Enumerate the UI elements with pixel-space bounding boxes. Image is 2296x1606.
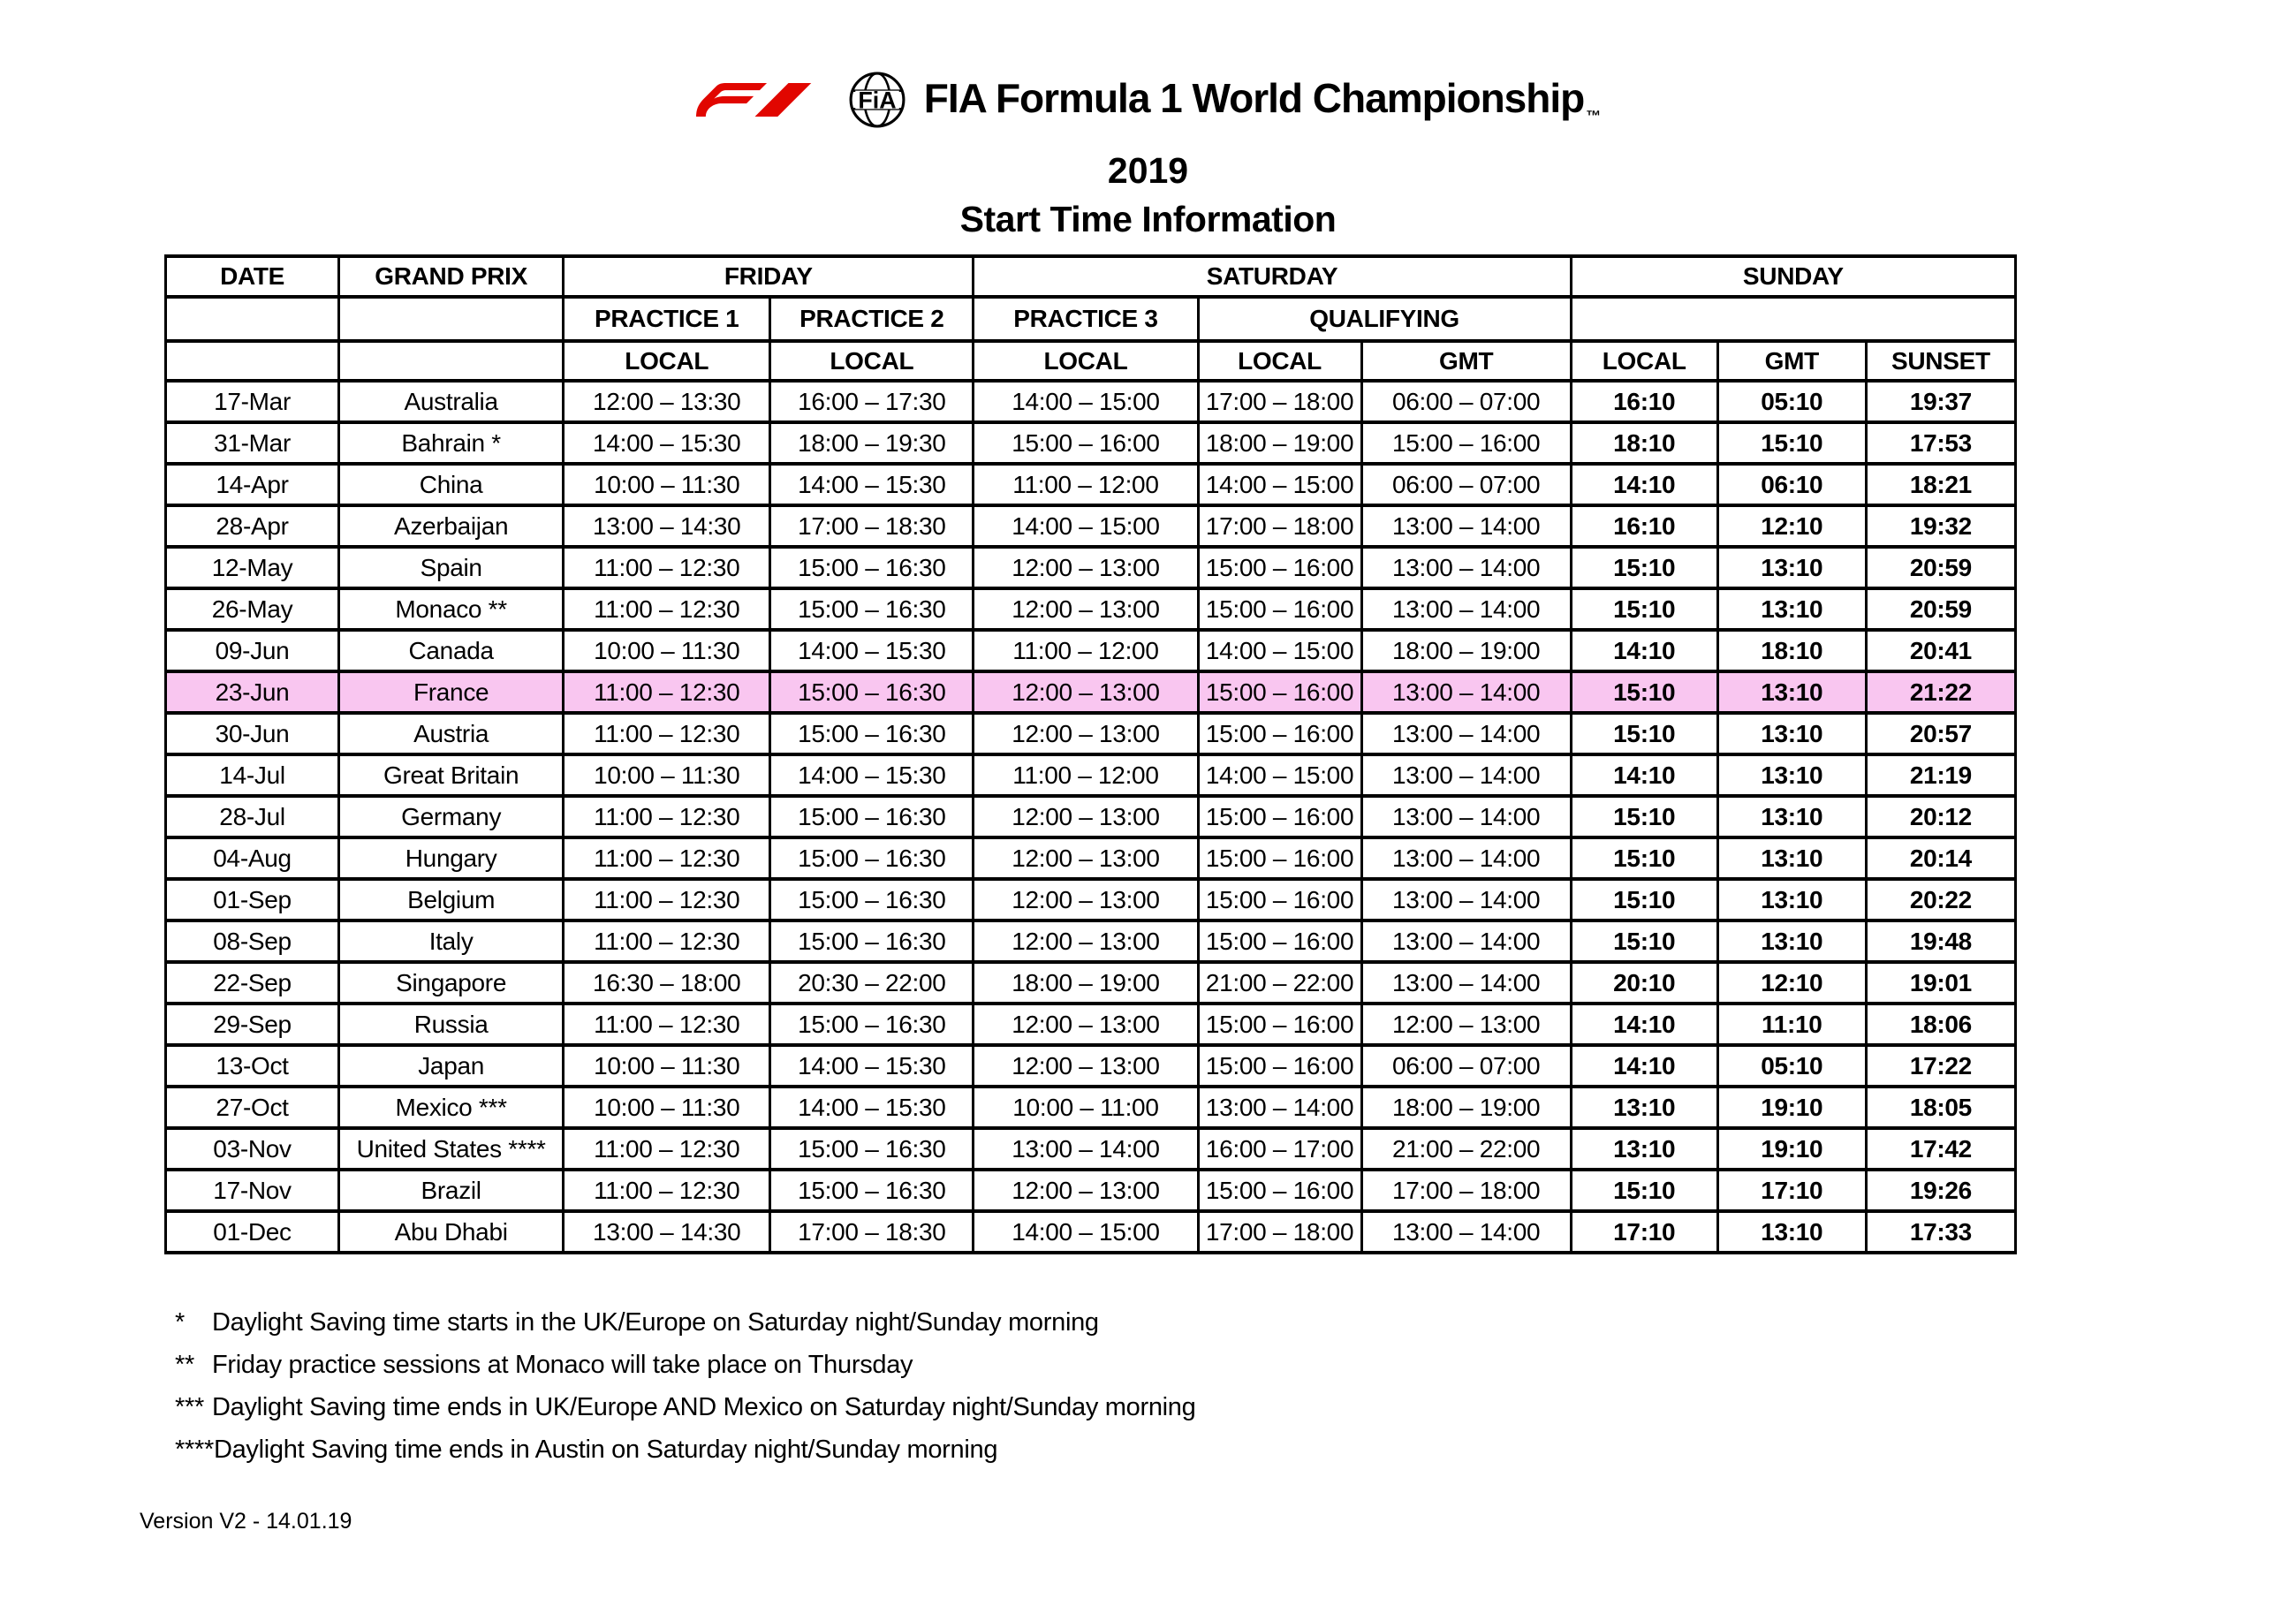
- trademark-symbol: ™: [1586, 108, 1601, 125]
- cell-race-date: 30-Jun: [166, 713, 339, 754]
- header-row-days: [166, 256, 2016, 297]
- cell-practice1-local: 13:00 – 14:30: [564, 505, 770, 547]
- cell-race-date: 04-Aug: [166, 837, 339, 879]
- footnotes: [175, 1309, 2296, 1463]
- cell-grand-prix-name: China: [339, 464, 564, 505]
- cell-sunset: 18:21: [1866, 464, 2015, 505]
- race-row: [166, 1170, 2016, 1211]
- brand-title-text: FIA Formula 1 World Championship: [923, 74, 1585, 121]
- cell-practice1-local: 14:00 – 15:30: [564, 422, 770, 464]
- cell-grand-prix-name: Brazil: [339, 1170, 564, 1211]
- col-header-saturday: SATURDAY: [974, 256, 1571, 297]
- cell-sunset: 17:33: [1866, 1211, 2015, 1253]
- cell-race-gmt: 17:10: [1717, 1170, 1866, 1211]
- cell-qualifying-local: 14:00 – 15:00: [1198, 754, 1361, 796]
- cell-sunset: 21:19: [1866, 754, 2015, 796]
- cell-grand-prix-name: Austria: [339, 713, 564, 754]
- cell-qualifying-gmt: 13:00 – 14:00: [1361, 1211, 1571, 1253]
- cell-race-gmt: 13:10: [1717, 588, 1866, 630]
- cell-qualifying-gmt: 13:00 – 14:00: [1361, 754, 1571, 796]
- cell-qualifying-local: 15:00 – 16:00: [1198, 920, 1361, 962]
- cell-practice1-local: 10:00 – 11:30: [564, 630, 770, 671]
- footnote-marker: ****: [175, 1436, 214, 1464]
- cell-sunset: 21:22: [1866, 671, 2015, 713]
- race-row: [166, 588, 2016, 630]
- col-header-sunset: SUNSET: [1866, 341, 2015, 381]
- cell-practice3-local: 12:00 – 13:00: [974, 796, 1198, 837]
- cell-qualifying-local: 17:00 – 18:00: [1198, 1211, 1361, 1253]
- footnote: [175, 1436, 2296, 1463]
- empty-cell: [166, 341, 339, 381]
- race-row: [166, 1211, 2016, 1253]
- cell-race-gmt: 05:10: [1717, 1045, 1866, 1087]
- cell-practice2-local: 15:00 – 16:30: [770, 920, 974, 962]
- cell-practice2-local: 15:00 – 16:30: [770, 1128, 974, 1170]
- cell-sunset: 19:01: [1866, 962, 2015, 1004]
- race-row: [166, 837, 2016, 879]
- cell-practice2-local: 15:00 – 16:30: [770, 837, 974, 879]
- cell-race-local: 17:10: [1571, 1211, 1717, 1253]
- col-header-race-local: LOCAL: [1571, 341, 1717, 381]
- cell-race-local: 15:10: [1571, 588, 1717, 630]
- cell-qualifying-gmt: 13:00 – 14:00: [1361, 505, 1571, 547]
- cell-qualifying-gmt: 13:00 – 14:00: [1361, 547, 1571, 588]
- cell-practice2-local: 17:00 – 18:30: [770, 505, 974, 547]
- cell-sunset: 20:59: [1866, 588, 2015, 630]
- cell-sunset: 20:14: [1866, 837, 2015, 879]
- cell-practice3-local: 12:00 – 13:00: [974, 671, 1198, 713]
- fia-logo-icon: [848, 71, 906, 129]
- cell-race-local: 16:10: [1571, 505, 1717, 547]
- cell-race-local: 15:10: [1571, 1170, 1717, 1211]
- cell-practice2-local: 15:00 – 16:30: [770, 547, 974, 588]
- race-row: [166, 713, 2016, 754]
- race-row: [166, 754, 2016, 796]
- cell-sunset: 19:48: [1866, 920, 2015, 962]
- cell-practice2-local: 16:00 – 17:30: [770, 381, 974, 422]
- empty-cell: [339, 297, 564, 341]
- cell-race-local: 16:10: [1571, 381, 1717, 422]
- cell-practice2-local: 15:00 – 16:30: [770, 671, 974, 713]
- cell-sunset: 17:42: [1866, 1128, 2015, 1170]
- cell-grand-prix-name: Australia: [339, 381, 564, 422]
- cell-race-local: 14:10: [1571, 1004, 1717, 1045]
- cell-grand-prix-name: Japan: [339, 1045, 564, 1087]
- col-header-practice3: PRACTICE 3: [974, 297, 1198, 341]
- footnote-text: Friday practice sessions at Monaco will take place on Thursday: [212, 1351, 913, 1379]
- col-header-grand-prix: GRAND PRIX: [339, 256, 564, 297]
- cell-qualifying-gmt: 21:00 – 22:00: [1361, 1128, 1571, 1170]
- cell-race-gmt: 13:10: [1717, 671, 1866, 713]
- cell-race-date: 03-Nov: [166, 1128, 339, 1170]
- cell-practice1-local: 10:00 – 11:30: [564, 1045, 770, 1087]
- cell-race-date: 31-Mar: [166, 422, 339, 464]
- cell-race-date: 28-Apr: [166, 505, 339, 547]
- cell-practice1-local: 11:00 – 12:30: [564, 1004, 770, 1045]
- cell-race-date: 27-Oct: [166, 1087, 339, 1128]
- cell-race-local: 15:10: [1571, 920, 1717, 962]
- cell-qualifying-local: 15:00 – 16:00: [1198, 796, 1361, 837]
- cell-qualifying-local: 14:00 – 15:00: [1198, 464, 1361, 505]
- page-title-year: 2019: [1107, 150, 1189, 191]
- col-header-p3-local: LOCAL: [974, 341, 1198, 381]
- cell-practice1-local: 11:00 – 12:30: [564, 920, 770, 962]
- cell-race-local: 15:10: [1571, 796, 1717, 837]
- cell-grand-prix-name: Spain: [339, 547, 564, 588]
- race-row: [166, 547, 2016, 588]
- footnote-marker: **: [175, 1351, 194, 1379]
- cell-sunset: 20:12: [1866, 796, 2015, 837]
- cell-practice3-local: 15:00 – 16:00: [974, 422, 1198, 464]
- cell-sunset: 18:05: [1866, 1087, 2015, 1128]
- cell-practice2-local: 15:00 – 16:30: [770, 879, 974, 920]
- cell-practice1-local: 11:00 – 12:30: [564, 713, 770, 754]
- cell-qualifying-gmt: 15:00 – 16:00: [1361, 422, 1571, 464]
- footnote: [175, 1309, 2296, 1336]
- cell-practice2-local: 18:00 – 19:30: [770, 422, 974, 464]
- cell-practice3-local: 13:00 – 14:00: [974, 1128, 1198, 1170]
- cell-qualifying-local: 15:00 – 16:00: [1198, 1045, 1361, 1087]
- cell-race-date: 01-Sep: [166, 879, 339, 920]
- race-row: [166, 671, 2016, 713]
- cell-race-date: 28-Jul: [166, 796, 339, 837]
- cell-grand-prix-name: Canada: [339, 630, 564, 671]
- cell-grand-prix-name: Abu Dhabi: [339, 1211, 564, 1253]
- cell-qualifying-gmt: 18:00 – 19:00: [1361, 1087, 1571, 1128]
- cell-grand-prix-name: France: [339, 671, 564, 713]
- cell-grand-prix-name: Monaco **: [339, 588, 564, 630]
- footnote: [175, 1352, 2296, 1378]
- cell-grand-prix-name: Germany: [339, 796, 564, 837]
- cell-qualifying-local: 15:00 – 16:00: [1198, 837, 1361, 879]
- col-header-sunday: SUNDAY: [1571, 256, 2015, 297]
- cell-race-date: 23-Jun: [166, 671, 339, 713]
- cell-practice3-local: 11:00 – 12:00: [974, 630, 1198, 671]
- cell-race-date: 01-Dec: [166, 1211, 339, 1253]
- cell-practice1-local: 11:00 – 12:30: [564, 671, 770, 713]
- cell-race-local: 15:10: [1571, 671, 1717, 713]
- cell-race-date: 17-Nov: [166, 1170, 339, 1211]
- cell-practice3-local: 11:00 – 12:00: [974, 754, 1198, 796]
- cell-sunset: 18:06: [1866, 1004, 2015, 1045]
- cell-grand-prix-name: United States ****: [339, 1128, 564, 1170]
- cell-race-gmt: 06:10: [1717, 464, 1866, 505]
- svg-text:FiA: FiA: [858, 87, 897, 114]
- col-header-friday: FRIDAY: [564, 256, 974, 297]
- cell-qualifying-gmt: 17:00 – 18:00: [1361, 1170, 1571, 1211]
- brand-title: [924, 74, 1600, 125]
- race-row: [166, 381, 2016, 422]
- cell-grand-prix-name: Hungary: [339, 837, 564, 879]
- cell-race-local: 15:10: [1571, 837, 1717, 879]
- cell-practice2-local: 14:00 – 15:30: [770, 464, 974, 505]
- cell-race-gmt: 19:10: [1717, 1087, 1866, 1128]
- cell-practice1-local: 10:00 – 11:30: [564, 1087, 770, 1128]
- cell-qualifying-gmt: 13:00 – 14:00: [1361, 879, 1571, 920]
- cell-qualifying-local: 15:00 – 16:00: [1198, 1170, 1361, 1211]
- empty-cell: [1571, 297, 2015, 341]
- start-time-table: [164, 254, 2017, 1254]
- cell-race-date: 13-Oct: [166, 1045, 339, 1087]
- cell-race-date: 09-Jun: [166, 630, 339, 671]
- cell-qualifying-gmt: 12:00 – 13:00: [1361, 1004, 1571, 1045]
- cell-practice2-local: 15:00 – 16:30: [770, 1004, 974, 1045]
- cell-qualifying-gmt: 06:00 – 07:00: [1361, 1045, 1571, 1087]
- cell-qualifying-gmt: 13:00 – 14:00: [1361, 796, 1571, 837]
- cell-practice1-local: 16:30 – 18:00: [564, 962, 770, 1004]
- cell-race-gmt: 18:10: [1717, 630, 1866, 671]
- cell-practice1-local: 10:00 – 11:30: [564, 464, 770, 505]
- cell-practice1-local: 11:00 – 12:30: [564, 588, 770, 630]
- cell-grand-prix-name: Singapore: [339, 962, 564, 1004]
- cell-qualifying-local: 15:00 – 16:00: [1198, 588, 1361, 630]
- footnote-marker: *: [175, 1308, 185, 1337]
- cell-qualifying-local: 15:00 – 16:00: [1198, 713, 1361, 754]
- version-label: Version V2 - 14.01.19: [140, 1509, 352, 1534]
- cell-race-gmt: 13:10: [1717, 796, 1866, 837]
- cell-practice3-local: 11:00 – 12:00: [974, 464, 1198, 505]
- cell-sunset: 19:32: [1866, 505, 2015, 547]
- race-row: [166, 1004, 2016, 1045]
- cell-qualifying-local: 15:00 – 16:00: [1198, 547, 1361, 588]
- cell-practice1-local: 11:00 – 12:30: [564, 1128, 770, 1170]
- cell-race-local: 15:10: [1571, 879, 1717, 920]
- cell-practice1-local: 11:00 – 12:30: [564, 547, 770, 588]
- cell-qualifying-local: 17:00 – 18:00: [1198, 505, 1361, 547]
- cell-qualifying-local: 15:00 – 16:00: [1198, 879, 1361, 920]
- footnote-text: Daylight Saving time starts in the UK/Europe on Saturday night/Sunday morning: [212, 1308, 1099, 1337]
- cell-practice2-local: 14:00 – 15:30: [770, 1045, 974, 1087]
- race-row: [166, 630, 2016, 671]
- cell-race-local: 20:10: [1571, 962, 1717, 1004]
- cell-race-gmt: 05:10: [1717, 381, 1866, 422]
- cell-race-local: 15:10: [1571, 713, 1717, 754]
- cell-race-gmt: 13:10: [1717, 713, 1866, 754]
- cell-qualifying-gmt: 13:00 – 14:00: [1361, 837, 1571, 879]
- cell-practice2-local: 15:00 – 16:30: [770, 796, 974, 837]
- cell-practice3-local: 12:00 – 13:00: [974, 1170, 1198, 1211]
- cell-race-gmt: 15:10: [1717, 422, 1866, 464]
- cell-race-date: 22-Sep: [166, 962, 339, 1004]
- cell-practice2-local: 15:00 – 16:30: [770, 713, 974, 754]
- cell-practice3-local: 12:00 – 13:00: [974, 837, 1198, 879]
- race-row: [166, 1128, 2016, 1170]
- cell-sunset: 19:37: [1866, 381, 2015, 422]
- cell-race-gmt: 12:10: [1717, 962, 1866, 1004]
- cell-grand-prix-name: Great Britain: [339, 754, 564, 796]
- race-row: [166, 464, 2016, 505]
- cell-race-local: 14:10: [1571, 1045, 1717, 1087]
- cell-qualifying-local: 17:00 – 18:00: [1198, 381, 1361, 422]
- cell-race-gmt: 13:10: [1717, 1211, 1866, 1253]
- cell-practice3-local: 12:00 – 13:00: [974, 588, 1198, 630]
- cell-grand-prix-name: Azerbaijan: [339, 505, 564, 547]
- cell-practice2-local: 14:00 – 15:30: [770, 1087, 974, 1128]
- cell-sunset: 17:53: [1866, 422, 2015, 464]
- cell-race-date: 14-Apr: [166, 464, 339, 505]
- cell-race-gmt: 19:10: [1717, 1128, 1866, 1170]
- footnote-text: Daylight Saving time ends in UK/Europe AND Mexico on Saturday night/Sunday morning: [212, 1393, 1196, 1421]
- cell-practice3-local: 18:00 – 19:00: [974, 962, 1198, 1004]
- cell-practice2-local: 20:30 – 22:00: [770, 962, 974, 1004]
- cell-practice2-local: 17:00 – 18:30: [770, 1211, 974, 1253]
- cell-qualifying-gmt: 13:00 – 14:00: [1361, 671, 1571, 713]
- race-row: [166, 962, 2016, 1004]
- cell-qualifying-local: 21:00 – 22:00: [1198, 962, 1361, 1004]
- page-title-subtitle: Start Time Information: [959, 199, 1337, 239]
- race-row: [166, 505, 2016, 547]
- cell-qualifying-local: 14:00 – 15:00: [1198, 630, 1361, 671]
- race-row: [166, 920, 2016, 962]
- cell-sunset: 20:22: [1866, 879, 2015, 920]
- cell-race-local: 14:10: [1571, 754, 1717, 796]
- cell-race-local: 14:10: [1571, 630, 1717, 671]
- cell-sunset: 17:22: [1866, 1045, 2015, 1087]
- col-header-practice1: PRACTICE 1: [564, 297, 770, 341]
- cell-race-gmt: 13:10: [1717, 754, 1866, 796]
- col-header-race-gmt: GMT: [1717, 341, 1866, 381]
- cell-practice3-local: 12:00 – 13:00: [974, 879, 1198, 920]
- cell-grand-prix-name: Mexico ***: [339, 1087, 564, 1128]
- cell-qualifying-gmt: 13:00 – 14:00: [1361, 713, 1571, 754]
- f1-logo-icon: [696, 82, 830, 117]
- cell-qualifying-local: 16:00 – 17:00: [1198, 1128, 1361, 1170]
- cell-practice1-local: 12:00 – 13:30: [564, 381, 770, 422]
- cell-race-date: 29-Sep: [166, 1004, 339, 1045]
- cell-practice3-local: 14:00 – 15:00: [974, 381, 1198, 422]
- cell-race-gmt: 12:10: [1717, 505, 1866, 547]
- race-row: [166, 1087, 2016, 1128]
- brand-header: [0, 0, 2296, 129]
- cell-qualifying-gmt: 13:00 – 14:00: [1361, 588, 1571, 630]
- cell-race-date: 17-Mar: [166, 381, 339, 422]
- cell-practice3-local: 12:00 – 13:00: [974, 1045, 1198, 1087]
- cell-race-gmt: 11:10: [1717, 1004, 1866, 1045]
- race-row: [166, 1045, 2016, 1087]
- cell-qualifying-gmt: 13:00 – 14:00: [1361, 920, 1571, 962]
- cell-grand-prix-name: Belgium: [339, 879, 564, 920]
- cell-sunset: 20:59: [1866, 547, 2015, 588]
- cell-practice1-local: 13:00 – 14:30: [564, 1211, 770, 1253]
- cell-qualifying-local: 15:00 – 16:00: [1198, 1004, 1361, 1045]
- col-header-qualifying-gmt: GMT: [1361, 341, 1571, 381]
- cell-practice3-local: 12:00 – 13:00: [974, 547, 1198, 588]
- cell-race-local: 14:10: [1571, 464, 1717, 505]
- cell-qualifying-gmt: 13:00 – 14:00: [1361, 962, 1571, 1004]
- cell-race-gmt: 13:10: [1717, 837, 1866, 879]
- race-row: [166, 796, 2016, 837]
- race-row: [166, 879, 2016, 920]
- cell-practice1-local: 11:00 – 12:30: [564, 1170, 770, 1211]
- footnote: [175, 1394, 2296, 1420]
- cell-practice2-local: 14:00 – 15:30: [770, 754, 974, 796]
- cell-practice3-local: 14:00 – 15:00: [974, 505, 1198, 547]
- empty-cell: [166, 297, 339, 341]
- cell-qualifying-gmt: 18:00 – 19:00: [1361, 630, 1571, 671]
- cell-race-local: 13:10: [1571, 1128, 1717, 1170]
- cell-race-date: 26-May: [166, 588, 339, 630]
- col-header-qualifying: QUALIFYING: [1198, 297, 1571, 341]
- col-header-p1-local: LOCAL: [564, 341, 770, 381]
- cell-practice3-local: 12:00 – 13:00: [974, 713, 1198, 754]
- cell-race-local: 13:10: [1571, 1087, 1717, 1128]
- header-row-sessions: [166, 297, 2016, 341]
- cell-practice3-local: 14:00 – 15:00: [974, 1211, 1198, 1253]
- cell-race-local: 15:10: [1571, 547, 1717, 588]
- cell-practice3-local: 12:00 – 13:00: [974, 1004, 1198, 1045]
- footnote-text: Daylight Saving time ends in Austin on Saturday night/Sunday morning: [213, 1436, 998, 1464]
- cell-race-gmt: 13:10: [1717, 879, 1866, 920]
- cell-sunset: 20:41: [1866, 630, 2015, 671]
- cell-practice2-local: 15:00 – 16:30: [770, 588, 974, 630]
- cell-race-gmt: 13:10: [1717, 547, 1866, 588]
- col-header-qualifying-local: LOCAL: [1198, 341, 1361, 381]
- cell-grand-prix-name: Bahrain *: [339, 422, 564, 464]
- cell-practice1-local: 11:00 – 12:30: [564, 796, 770, 837]
- cell-qualifying-local: 13:00 – 14:00: [1198, 1087, 1361, 1128]
- cell-race-date: 08-Sep: [166, 920, 339, 962]
- cell-practice3-local: 12:00 – 13:00: [974, 920, 1198, 962]
- footnote-marker: ***: [175, 1393, 204, 1421]
- cell-race-date: 14-Jul: [166, 754, 339, 796]
- cell-practice2-local: 15:00 – 16:30: [770, 1170, 974, 1211]
- cell-race-date: 12-May: [166, 547, 339, 588]
- cell-practice1-local: 10:00 – 11:30: [564, 754, 770, 796]
- col-header-p2-local: LOCAL: [770, 341, 974, 381]
- cell-grand-prix-name: Italy: [339, 920, 564, 962]
- cell-race-local: 18:10: [1571, 422, 1717, 464]
- cell-practice1-local: 11:00 – 12:30: [564, 879, 770, 920]
- cell-qualifying-local: 15:00 – 16:00: [1198, 671, 1361, 713]
- cell-qualifying-gmt: 06:00 – 07:00: [1361, 381, 1571, 422]
- cell-practice2-local: 14:00 – 15:30: [770, 630, 974, 671]
- col-header-practice2: PRACTICE 2: [770, 297, 974, 341]
- cell-qualifying-gmt: 06:00 – 07:00: [1361, 464, 1571, 505]
- empty-cell: [339, 341, 564, 381]
- cell-sunset: 20:57: [1866, 713, 2015, 754]
- cell-grand-prix-name: Russia: [339, 1004, 564, 1045]
- col-header-date: DATE: [166, 256, 339, 297]
- race-row: [166, 422, 2016, 464]
- header-row-timezones: [166, 341, 2016, 381]
- cell-race-gmt: 13:10: [1717, 920, 1866, 962]
- cell-qualifying-local: 18:00 – 19:00: [1198, 422, 1361, 464]
- cell-practice3-local: 10:00 – 11:00: [974, 1087, 1198, 1128]
- cell-sunset: 19:26: [1866, 1170, 2015, 1211]
- cell-practice1-local: 11:00 – 12:30: [564, 837, 770, 879]
